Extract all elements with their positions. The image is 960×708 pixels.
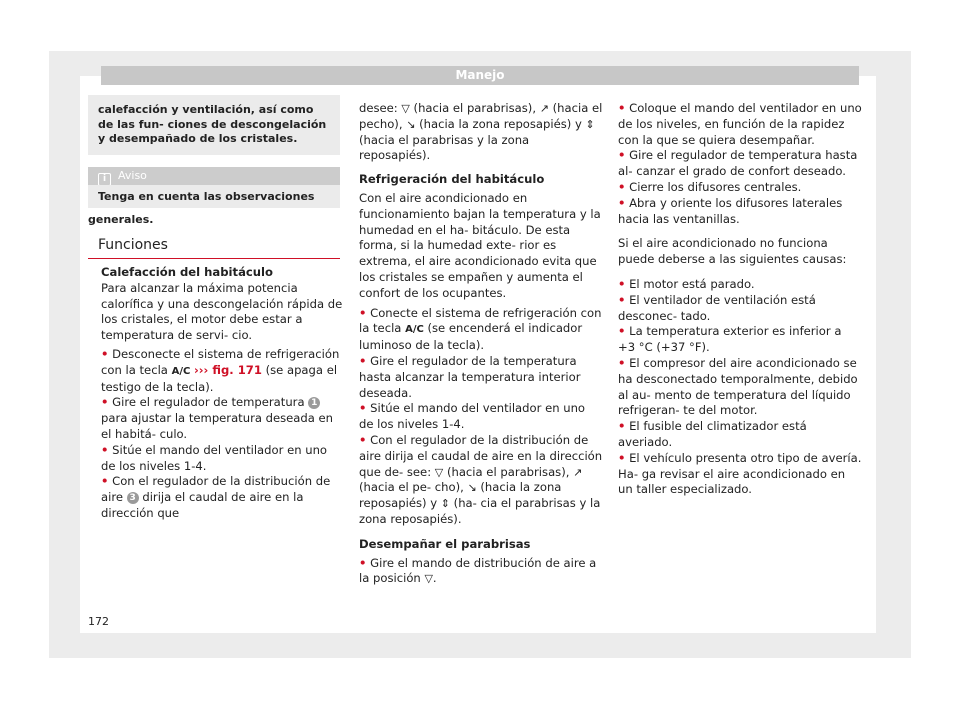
item-text: La temperatura exterior es inferior a +3 °C (+37 °F). <box>618 324 842 355</box>
column-3 <box>618 101 862 498</box>
ac-key-label: A/C <box>171 365 191 377</box>
list-item: • El vehículo presenta otro tipo de avería. Ha- ga revisar el aire acondicionado en un taller especializado. <box>618 450 862 497</box>
list-item: • Gire el mando de distribución de aire a la posición ▽. <box>359 555 597 586</box>
para-refrigeracion: Con el aire acondicionado en funcionamiento bajan la temperatura y la humedad en el ha- bitáculo. De esta forma, si la humedad exte- rior es extrema, el aire acondicionado evita que los cristales se empañen y aumenta el confort de los ocupantes. <box>359 190 601 300</box>
heading-calefaccion: Calefacción del habitáculo <box>101 265 273 279</box>
item-text: El fusible del climatizador está averiado. <box>618 419 807 449</box>
list-item: • Con el regulador de la distribución de aire dirija el caudal de aire en la dirección que de- see: ▽ (hacia el parabrisas), ↗ (hacia el pe- cho), ↘ (hacia la zona reposapiés) y ⇕ (ha- cia el parabrisas y la zona reposapiés). <box>359 432 603 526</box>
column-2 <box>359 101 603 587</box>
list-item: • Gire el regulador de temperatura hasta al- canzar el grado de confort deseado. <box>618 148 858 179</box>
item-text: Abra y oriente los difusores laterales hacia las ventanillas. <box>618 195 843 226</box>
air-windshield-feet-icon: ⇕ <box>585 117 595 131</box>
aviso-title: Aviso <box>118 169 147 182</box>
item-text: (ha- cia el parabrisas y la zona reposapiés). <box>359 496 601 526</box>
section-title <box>88 236 340 259</box>
item-text: Sitúe el mando del ventilador en uno de los niveles 1-4. <box>101 442 328 473</box>
aviso-body <box>88 185 340 226</box>
list-item: • Cierre los difusores centrales. <box>618 179 802 194</box>
item-text: Con el regulador de la distribución de aire dirija el caudal de aire en la dirección que de- see: <box>359 432 603 479</box>
text: (hacia el parabrisas), <box>409 101 540 115</box>
item-text: (hacia el pe- cho), <box>359 480 468 495</box>
item-text: El vehículo presenta otro tipo de avería. Ha- ga revisar el aire acondicionado en un taller especializado. <box>618 450 862 497</box>
air-feet-icon: ↘ <box>406 117 416 131</box>
item-text: (hacia el parabrisas), <box>443 464 574 479</box>
item-text: (hacia la zona reposapiés) y <box>359 480 562 511</box>
item-text: El ventilador de ventilación está desconec- tado. <box>618 292 816 323</box>
list-item: • Sitúe el mando del ventilador en uno de los niveles 1-4. <box>359 401 586 432</box>
aviso-header <box>88 167 340 185</box>
list-item: • El motor está parado. <box>618 276 755 291</box>
item-text: para ajustar la temperatura deseada en el habitá- culo. <box>101 411 334 441</box>
list-item: • Abra y oriente los difusores laterales hacia las ventanillas. <box>618 195 843 226</box>
item-text: Conecte el sistema de refrigeración con la tecla <box>359 305 602 336</box>
figure-link[interactable]: ››› fig. 171 <box>194 362 262 377</box>
item-text: Coloque el mando del ventilador en uno de los niveles, en función de la rapidez con la que se quiera desempañar. <box>618 101 862 147</box>
air-chest-icon: ↗ <box>539 102 549 115</box>
intro-box <box>88 95 340 155</box>
item-text: (se apaga el testigo de la tecla). <box>101 362 338 394</box>
item-text: El compresor del aire acondicionado se ha desconectado temporalmente, debido al au- mento de temperatura del líquido refrigeran- te del motor. <box>618 355 858 418</box>
text: (hacia la zona reposapiés) y <box>415 116 586 131</box>
callout-number: 3 <box>127 492 139 504</box>
defrost-windshield-icon: ▽ <box>434 465 444 479</box>
list-item: • La temperatura exterior es inferior a +3 °C (+37 °F). <box>618 324 842 355</box>
air-feet-icon: ↘ <box>467 481 477 495</box>
text: desee: <box>359 101 402 115</box>
callout-number: 1 <box>308 397 320 409</box>
ac-key-label: A/C <box>405 324 424 336</box>
item-text: dirija el caudal de aire en la dirección que <box>101 490 304 520</box>
para-causas: Si el aire acondicionado no funciona puede deberse a las siguientes causas: <box>618 236 847 267</box>
item-text: Desconecte el sistema de refrigeración con la tecla <box>101 346 340 377</box>
text: (hacia el pecho), <box>359 101 603 131</box>
item-text: Con el regulador de la distribución de aire <box>101 474 331 505</box>
item-text: (se encenderá el indicador luminoso de la tecla). <box>359 321 583 353</box>
air-chest-icon: ↗ <box>573 465 583 479</box>
list-item: • Gire el regulador de temperatura 1 para ajustar la temperatura deseada en el habitá- culo. <box>101 395 334 441</box>
list-item: • Desconecte el sistema de refrigeración con la tecla A/C ››› fig. 171 (se apaga el testigo de la tecla). <box>101 346 340 394</box>
heading-desempanar: Desempañar el parabrisas <box>359 536 531 551</box>
section-title-text: Funciones <box>98 237 168 253</box>
page-number: 172 <box>88 615 109 628</box>
list-item: • El compresor del aire acondicionado se ha desconectado temporalmente, debido al au- mento de temperatura del líquido refrigeran- te del motor. <box>618 355 858 418</box>
para-calefaccion: Para alcanzar la máxima potencia calorífica y una descongelación rápida de los cristales, el motor debe estar a temperatura de servi- cio. <box>101 280 343 343</box>
item-text: Gire el mando de distribución de aire a la posición <box>359 555 597 586</box>
info-icon: i <box>98 173 111 186</box>
item-text: . <box>432 571 437 586</box>
list-item: • Conecte el sistema de refrigeración con la tecla A/C (se encenderá el indicador luminoso de la tecla). <box>359 305 602 353</box>
list-item: • El fusible del climatizador está averiado. <box>618 419 807 449</box>
list-item: • Gire el regulador de la temperatura hasta alcanzar la temperatura interior deseada. <box>359 353 581 400</box>
defrost-windshield-icon: ▽ <box>401 102 410 115</box>
list-item: • El ventilador de ventilación está desconec- tado. <box>618 292 816 323</box>
item-text: Gire el regulador de temperatura <box>112 395 309 410</box>
item-text: Cierre los difusores centrales. <box>629 179 802 194</box>
para-directions <box>359 101 603 164</box>
air-windshield-feet-icon: ⇕ <box>440 497 450 511</box>
defrost-windshield-icon: ▽ <box>424 572 433 586</box>
list-item: • Con el regulador de la distribución de aire 3 dirija el caudal de aire en la dirección que <box>101 474 331 520</box>
intro-box-text: calefacción y ventilación, así como de las fun- ciones de descongelación y desempañado de los cristales. <box>98 103 327 145</box>
text: (hacia el parabrisas y la zona reposapiés). <box>359 132 530 163</box>
item-text: Gire el regulador de la temperatura hasta alcanzar la temperatura interior deseada. <box>359 353 581 400</box>
list-item: • Sitúe el mando del ventilador en uno de los niveles 1-4. <box>101 442 328 473</box>
heading-refrigeracion: Refrigeración del habitáculo <box>359 172 545 187</box>
aviso-text: Tenga en cuenta las observaciones generales. <box>88 190 315 226</box>
list-item: • Coloque el mando del ventilador en uno de los niveles, en función de la rapidez con la que se quiera desempañar. <box>618 101 862 147</box>
item-text: Sitúe el mando del ventilador en uno de los niveles 1-4. <box>359 401 586 432</box>
item-text: El motor está parado. <box>629 276 755 291</box>
page-header: Manejo <box>101 66 859 85</box>
item-text: Gire el regulador de temperatura hasta al- canzar el grado de confort deseado. <box>618 148 858 179</box>
column-1 <box>101 265 345 522</box>
